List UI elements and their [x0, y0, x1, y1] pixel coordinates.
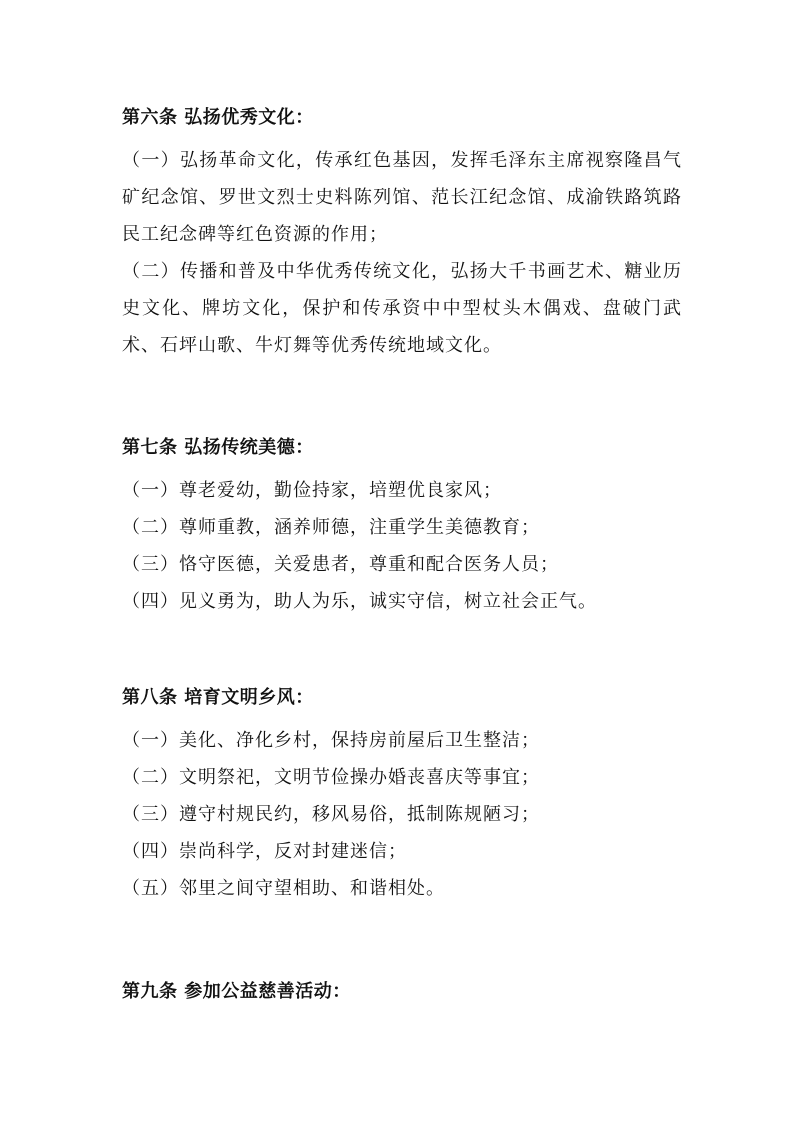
article-7-item-3: （三）恪守医德，关爱患者，尊重和配合医务人员；	[122, 554, 559, 575]
article-8-item-1: （一）美化、净化乡村，保持房前屋后卫生整洁；	[122, 730, 540, 751]
article-6	[122, 106, 682, 364]
article-7-heading: 第七条 弘扬传统美德：	[122, 437, 314, 458]
article-7-items	[122, 472, 682, 620]
article-8-heading: 第八条 培育文明乡风：	[122, 687, 314, 708]
article-8-item-4: （四）崇尚科学，反对封建迷信；	[122, 841, 407, 862]
article-9-heading: 第九条 参加公益慈善活动：	[122, 981, 351, 1002]
article-6-heading: 第六条 弘扬优秀文化：	[122, 107, 314, 128]
article-8	[122, 686, 682, 907]
article-8-item-3: （三）遵守村规民约，移风易俗，抵制陈规陋习；	[122, 804, 540, 825]
article-7	[122, 436, 682, 620]
article-8-item-2: （二）文明祭祀，文明节俭操办婚丧喜庆等事宜；	[122, 767, 540, 788]
article-6-item-1: （一）弘扬革命文化，传承红色基因，发挥毛泽东主席视察隆昌气矿纪念馆、罗世文烈士史料陈列馆、范长江纪念馆、成渝铁路筑路民工纪念碑等红色资源的作用；	[122, 150, 682, 245]
article-8-item-5: （五）邻里之间守望相助、和谐相处。	[122, 878, 445, 899]
article-7-item-4: （四）见义勇为，助人为乐，诚实守信，树立社会正气。	[122, 591, 597, 612]
article-9	[122, 980, 682, 1004]
article-7-item-1: （一）尊老爱幼，勤俭持家，培塑优良家风；	[122, 480, 502, 501]
article-6-items	[122, 142, 682, 364]
article-7-item-2: （二）尊师重教，涵养师德，注重学生美德教育；	[122, 517, 540, 538]
article-8-items	[122, 722, 682, 907]
article-6-item-2: （二）传播和普及中华优秀传统文化，弘扬大千书画艺术、糖业历史文化、牌坊文化，保护和传承资中中型杖头木偶戏、盘破门武术、石坪山歌、牛灯舞等优秀传统地域文化。	[122, 261, 682, 356]
